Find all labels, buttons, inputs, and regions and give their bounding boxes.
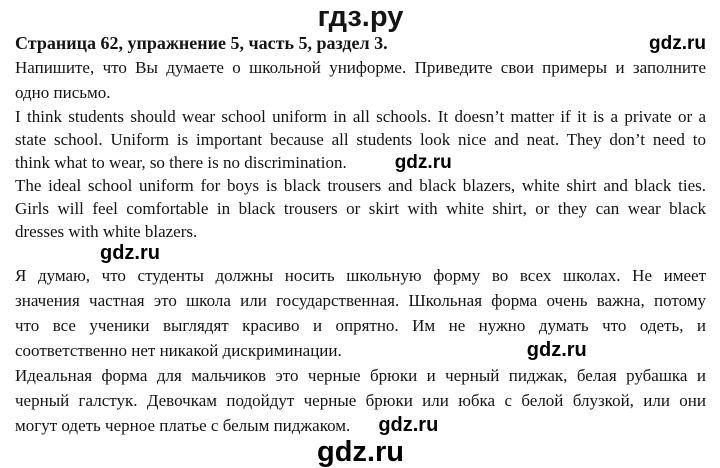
answer-line: Идеальная форма для мальчиков это черные брюки и черный пиджак, белая рубашка и: [15, 366, 706, 385]
watermark-inline: gdz.ru: [394, 152, 452, 173]
answer-line: черный галстук. Девочкам подойдут черные брюки или юбка с белой блузкой, или они: [15, 391, 706, 410]
answer-line: что все ученики выглядят красиво и опрятно. Им не нужно думать что одеть, и: [15, 316, 706, 335]
task-line: одно письмо.: [15, 83, 111, 102]
answer-line: I think students should wear school uniform in all schools. It doesn’t matter if it is a private or a: [15, 107, 706, 126]
answer-line: [15, 151, 706, 174]
page-heading: Страница 62, упражнение 5, часть 5, раздел 3.: [15, 33, 388, 53]
answer-line-text: think what to wear, so there is no discrimination.: [15, 153, 347, 172]
answer-en-paragraph-1: [15, 105, 706, 174]
task-paragraph: [15, 55, 706, 105]
answer-ru-paragraph-2: [15, 363, 706, 438]
answer-line: The ideal school uniform for boys is black trousers and black blazers, white shirt and black ties.: [15, 176, 706, 195]
page-header: [15, 32, 706, 55]
answer-line: [15, 338, 706, 363]
answer-en-paragraph-2: [15, 174, 706, 243]
answer-line: state school. Uniform is important because all students look nice and neat. They don’t need to: [15, 130, 706, 149]
answer-line-text: могут одеть черное платье с белым пиджаком.: [15, 416, 351, 435]
answer-ru-paragraph-1: [15, 263, 706, 363]
watermark-inline: gdz.ru: [378, 414, 439, 436]
site-logo: гдз.ру: [317, 1, 404, 33]
answer-line: [15, 413, 706, 438]
answer-line: Girls will feel comfortable in black trousers or skirt with white shirt, or they can wear black: [15, 199, 706, 218]
watermark-header: gdz.ru: [649, 33, 706, 54]
answer-line: значения частная это школа или государственная. Школьная форма очень важна, потому: [15, 291, 706, 310]
watermark-mid: gdz.ru: [100, 242, 160, 264]
answer-line: dresses with white blazers.: [15, 222, 198, 241]
answer-line: Я думаю, что студенты должны носить школьную форму во всех школах. Не имеет: [15, 266, 706, 285]
answer-line-text: соответственно нет никакой дискриминации.: [15, 341, 342, 360]
watermark-inline: gdz.ru: [526, 339, 587, 361]
watermark-footer: gdz.ru: [317, 436, 404, 468]
task-line: Напишите, что Вы думаете о школьной униформе. Приведите свои примеры и заполните: [15, 58, 706, 77]
